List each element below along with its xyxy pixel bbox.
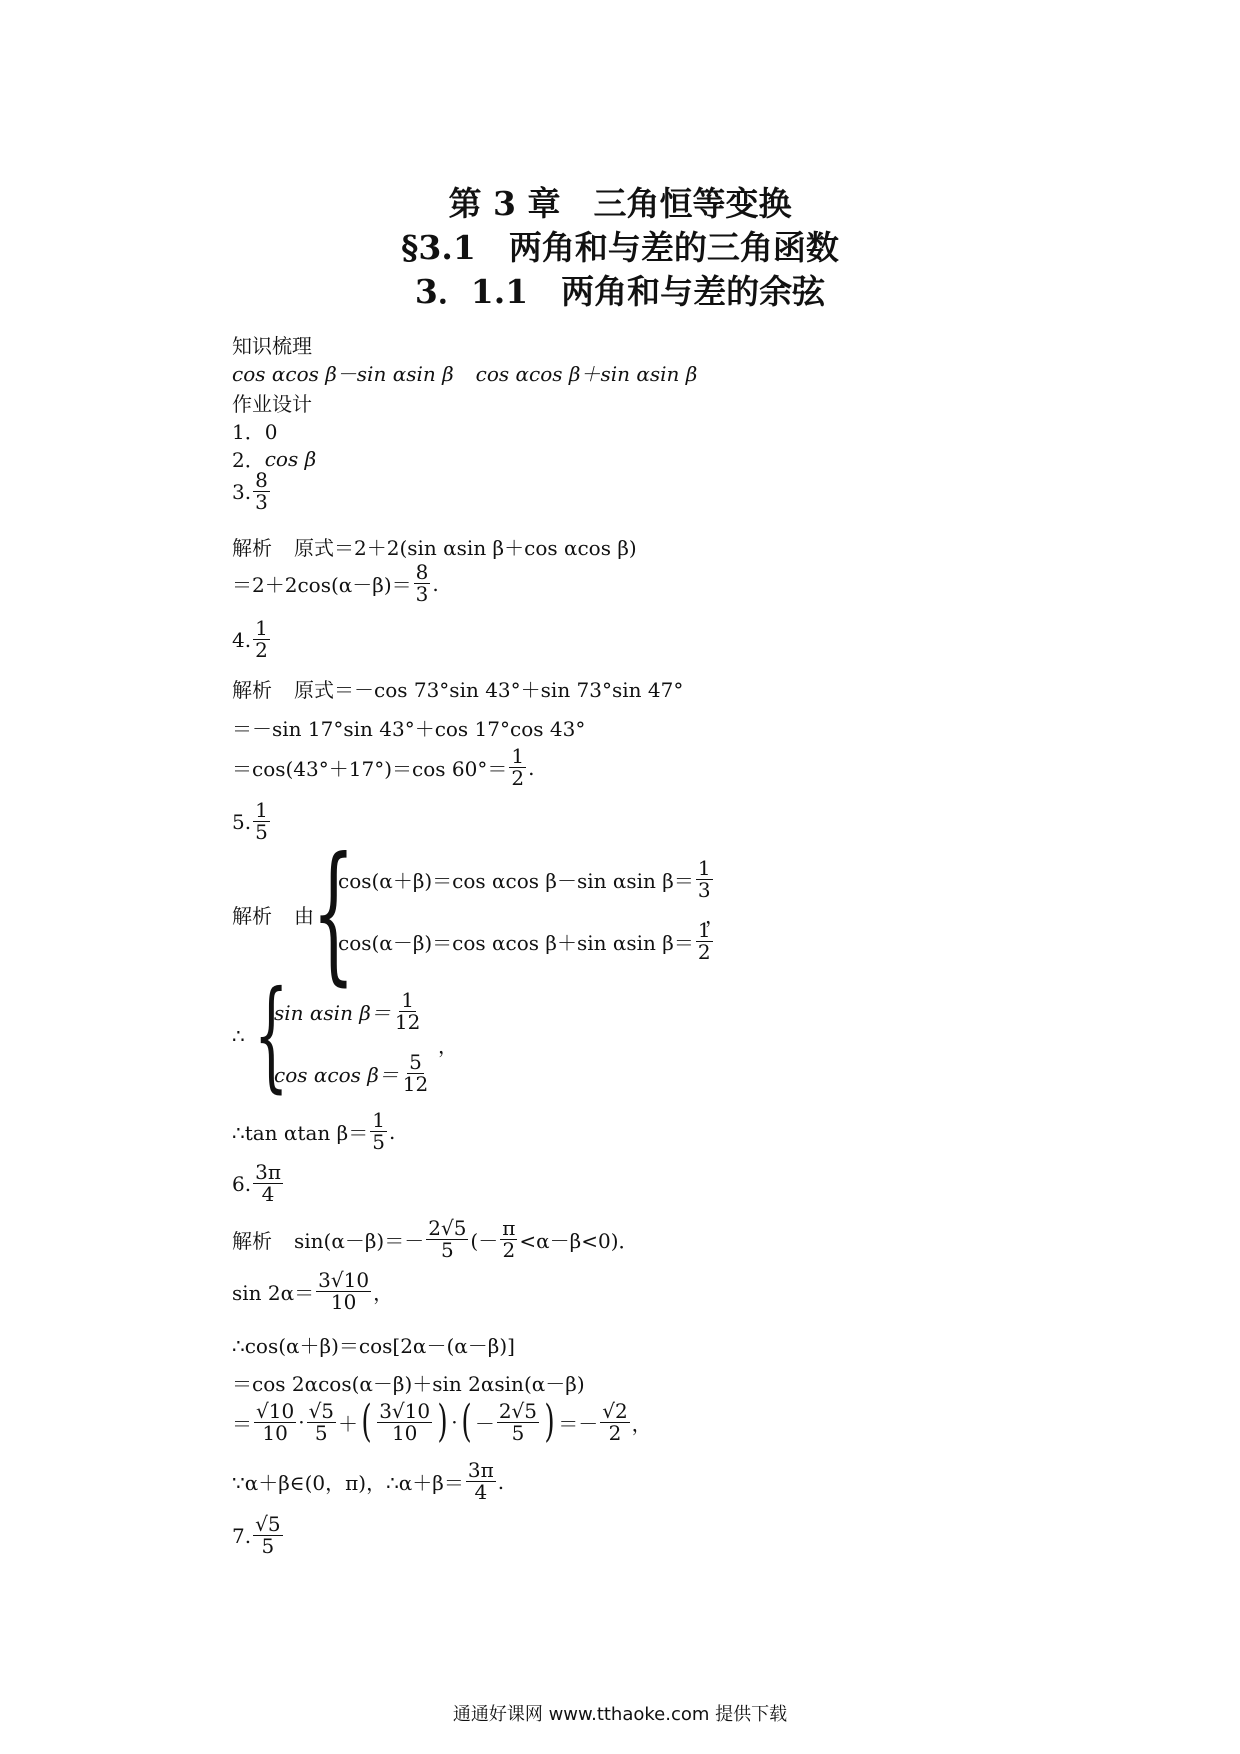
solution-5-by: 由 [294, 904, 314, 928]
solution-5-eq-2-num: 1 [697, 918, 711, 942]
section-title: §3.1 两角和与差的三角函数 [401, 228, 839, 267]
solution-6-l5-dot: · [298, 1410, 305, 1434]
solution-6-l5-plus: ＋ [338, 1411, 359, 1436]
answer-3-num: 8 [255, 468, 268, 492]
solution-6-cond-den: 2 [502, 1238, 516, 1262]
answer-5-label: 5. [232, 809, 252, 834]
answer-4 [232, 618, 272, 661]
solution-3-line-1 [232, 532, 637, 561]
solution-4-expr-3: ＝cos(43°＋17°)＝cos 60°＝ [232, 757, 508, 781]
solution-6-l5-den-4: 5 [511, 1420, 525, 1445]
solution-6-l5-den-1: 10 [262, 1420, 288, 1445]
solution-6-fraction-6 [466, 1460, 496, 1503]
answer-3 [232, 470, 272, 513]
solution-5-res-2-den: 12 [402, 1072, 429, 1096]
solution-5-therefore: ∴ [232, 1024, 245, 1048]
solution-5-final-den: 5 [372, 1130, 385, 1154]
solution-6-den-2: 10 [330, 1290, 357, 1314]
solution-5-eq-2-den: 2 [697, 940, 711, 964]
solution-3-label: 原式＝ [294, 536, 354, 560]
solution-6-num-1: 2√5 [428, 1216, 467, 1240]
answer-4-den: 2 [255, 638, 268, 662]
solution-6-den-6: 4 [474, 1480, 488, 1504]
solution-4-den: 2 [511, 766, 525, 790]
solution-5-eq-1-den: 3 [697, 878, 711, 902]
solution-6-l5-num-2: √5 [308, 1398, 335, 1423]
solution-4-fraction [509, 746, 526, 789]
solution-6-l5-fraction-2 [307, 1398, 336, 1445]
solution-4-line-2: ＝－sin 17°sin 43°＋cos 17°cos 43° [232, 717, 586, 741]
solution-3-expr-2: ＝2＋2cos(α－β)＝ [232, 573, 412, 597]
solution-6-end-6: . [497, 1469, 505, 1494]
solution-6-fraction-2 [316, 1270, 371, 1313]
analysis-label: 解析 [232, 904, 272, 928]
solution-6-line-2 [232, 1270, 393, 1313]
solution-6-l5-pre: ＝ [232, 1411, 252, 1436]
answer-4-label: 4. [232, 627, 252, 652]
solution-5-res-2-fraction [401, 1052, 430, 1095]
solution-5-final-expr: ∴tan αtan β＝ [232, 1121, 369, 1145]
solution-3-den: 3 [415, 582, 429, 606]
solution-5-brace-2: { [254, 966, 289, 1105]
solution-6-end-2: ， [373, 1281, 394, 1305]
subsection-title: 3．1.1 两角和与差的余弦 [414, 272, 826, 311]
solution-6-num-6: 3π [467, 1458, 494, 1482]
solution-5-brace: { [312, 826, 355, 1000]
right-paren: ) [437, 1396, 448, 1447]
solution-6-l5-fraction-3 [377, 1398, 432, 1445]
solution-5-eq-2 [338, 920, 715, 963]
solution-6-cond-post: <α－β<0)． [519, 1229, 639, 1253]
solution-5-res-2 [274, 1052, 432, 1095]
answer-4-fraction [253, 618, 270, 661]
solution-6-expr-6: ∵α＋β∈(0，π)，∴α＋β＝ [232, 1471, 464, 1495]
answer-7-fraction [253, 1514, 282, 1557]
solution-5-res-1-fraction [393, 990, 422, 1033]
solution-3-line-2 [232, 562, 439, 605]
knowledge-heading: 知识梳理 [232, 334, 312, 358]
analysis-label: 解析 [232, 678, 272, 702]
solution-5-res-1 [274, 990, 424, 1033]
solution-5-comma-2: ， [438, 1034, 458, 1058]
solution-5-intro [232, 900, 314, 929]
solution-3-fraction [414, 562, 431, 605]
solution-6-l5-minus: － [474, 1411, 495, 1436]
answer-4-num: 1 [255, 616, 268, 640]
answer-2 [232, 444, 316, 473]
solution-5-res-2-expr: cos αcos β＝ [274, 1063, 399, 1087]
page-footer: 通通好课网 www.tthaoke.com 提供下载 [452, 1704, 788, 1725]
analysis-label: 解析 [232, 1229, 272, 1253]
answer-5-num: 1 [255, 798, 268, 822]
solution-6-l5-eq: ＝－ [558, 1411, 599, 1436]
solution-6-cond-num: π [502, 1216, 516, 1240]
solution-4-num: 1 [511, 744, 525, 768]
solution-5-final-fraction [370, 1110, 387, 1153]
knowledge-formulas [232, 358, 697, 387]
formula-cos-diff: cos αcos β＋sin αsin β [475, 362, 698, 386]
solution-6-l5-num-4: 2√5 [498, 1398, 538, 1423]
answer-6-den: 4 [261, 1182, 275, 1206]
solution-5-eq-2-expr: cos(α－β)＝cos αcos β＋sin αsin β＝ [338, 931, 694, 955]
solution-5-eq-1-num: 1 [697, 856, 711, 880]
left-paren: ( [361, 1396, 372, 1447]
solution-6-line-1 [232, 1218, 639, 1261]
solution-6-line-4: ＝cos 2αcos(α－β)＋sin 2αsin(α－β) [232, 1372, 585, 1396]
answer-6-label: 6. [232, 1171, 252, 1196]
solution-3-expr-1: 2＋2(sin αsin β＋cos αcos β) [354, 536, 637, 560]
answer-2-value: cos β [264, 446, 317, 471]
analysis-label: 解析 [232, 536, 272, 560]
solution-5-res-1-den: 12 [394, 1010, 421, 1034]
solution-6-l5-fraction-5 [600, 1398, 629, 1445]
answer-7 [232, 1514, 285, 1557]
solution-4-end: . [528, 755, 535, 780]
solution-6-l5-dot-2: · [451, 1410, 458, 1434]
solution-6-expr-2: sin 2α＝ [232, 1281, 315, 1305]
solution-5-final-num: 1 [372, 1108, 385, 1132]
answer-5 [232, 800, 272, 843]
solution-6-line-3: ∴cos(α＋β)＝cos[2α－(α－β)] [232, 1334, 515, 1358]
solution-6-fraction-1 [426, 1218, 468, 1261]
answer-7-num: √5 [255, 1512, 281, 1536]
answer-5-fraction [253, 800, 270, 843]
solution-4-expr-1: －cos 73°sin 43°＋sin 73°sin 47° [354, 678, 684, 702]
solution-6-l5-fraction-1 [254, 1398, 296, 1445]
solution-6-l5-fraction-4 [497, 1398, 539, 1445]
answer-3-fraction [253, 470, 270, 513]
solution-3-end: . [432, 571, 439, 596]
solution-5-final-end: . [388, 1119, 396, 1144]
solution-5-final [232, 1110, 395, 1153]
answer-3-label: 3. [232, 479, 252, 504]
formula-cos-sum: cos αcos β－sin αsin β [232, 362, 454, 386]
solution-3-num: 8 [415, 560, 429, 584]
solution-5-eq-1 [338, 858, 715, 901]
answer-7-den: 5 [261, 1534, 275, 1558]
answer-7-label: 7. [232, 1523, 252, 1548]
solution-6-l5-num-1: √10 [256, 1398, 295, 1423]
solution-6-l5-den-5: 2 [608, 1420, 622, 1445]
answer-6-fraction [253, 1162, 283, 1205]
answer-1: 1．0 [232, 420, 278, 444]
solution-6-l5-end: ， [631, 1411, 652, 1436]
solution-6-l5-num-5: √2 [602, 1398, 628, 1423]
solution-6-l5-den-2: 5 [314, 1420, 328, 1445]
solution-5-eq-1-expr: cos(α＋β)＝cos αcos β－sin αsin β＝ [338, 869, 694, 893]
solution-5-eq-1-fraction [696, 858, 713, 901]
answer-6-num: 3π [255, 1160, 281, 1184]
solution-6-num-2: 3√10 [318, 1268, 370, 1292]
chapter-title: 第 3 章 三角恒等变换 [448, 184, 792, 223]
solution-6-cond-fraction [500, 1218, 517, 1261]
solution-4-label: 原式＝ [294, 678, 354, 702]
solution-5-res-1-num: 1 [401, 988, 414, 1012]
solution-4-line-1 [232, 674, 683, 703]
solution-5-res-1-expr: sin αsin β＝ [274, 1001, 391, 1025]
solution-6-l5-num-3: 3√10 [379, 1398, 431, 1423]
solution-6-den-1: 5 [440, 1238, 454, 1262]
answer-6 [232, 1162, 285, 1205]
solution-6-cond-pre: (－ [470, 1229, 499, 1253]
answer-3-den: 3 [255, 490, 268, 514]
solution-5-comma: ， [705, 904, 725, 928]
answer-5-den: 5 [255, 820, 268, 844]
solution-6-line-5 [232, 1396, 652, 1447]
solution-5-res-2-num: 5 [409, 1050, 422, 1074]
solution-4-line-3 [232, 746, 534, 789]
answer-2-label: 2． [232, 448, 265, 472]
solution-6-l5-den-3: 10 [391, 1420, 418, 1445]
right-paren: ) [544, 1396, 555, 1447]
left-paren: ( [461, 1396, 472, 1447]
solution-6-expr-1: sin(α－β)＝－ [294, 1229, 425, 1253]
homework-heading: 作业设计 [232, 392, 312, 416]
solution-6-line-6 [232, 1460, 504, 1503]
